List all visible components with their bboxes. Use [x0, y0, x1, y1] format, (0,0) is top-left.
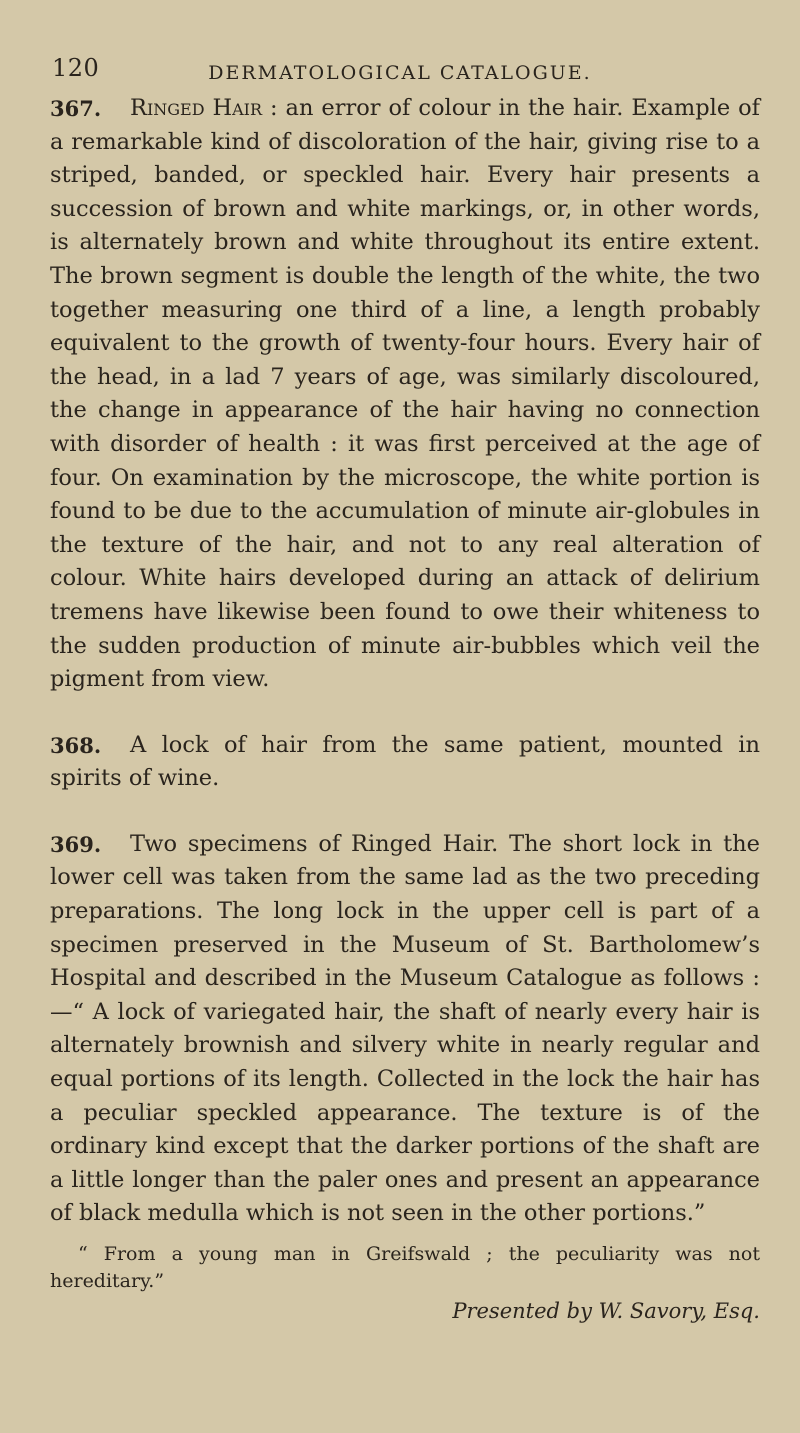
catalogue-entry-367 — [50, 92, 760, 697]
page-number: 120 — [52, 54, 100, 82]
catalogue-entry-368 — [50, 729, 760, 796]
running-head: DERMATOLOGICAL CATALOGUE. — [208, 62, 592, 84]
entry-attribution: Presented by W. Savory, Esq. — [452, 1299, 760, 1323]
entry-number: 368. — [50, 732, 102, 758]
entry-number: 369. — [50, 831, 102, 857]
entry-text — [50, 92, 760, 697]
entry-text — [50, 828, 760, 1231]
entry-footnote: “ From a young man in Greifswald ; the peculiarity was not hereditary.” — [50, 1243, 760, 1292]
entry-text — [50, 729, 760, 796]
catalogue-entry-369 — [50, 828, 760, 1323]
entry-list — [50, 92, 760, 1355]
entry-title: Ringed Hair — [130, 95, 263, 121]
entry-description: A lock of hair from the same patient, mounted in spirits of wine. — [50, 731, 760, 792]
entry-number: 367. — [50, 96, 102, 121]
entry-description: : an error of colour in the hair. Example of a remarkable kind of discoloration of the hair, giving rise to a striped, banded, or speckled hair. Every hair presents a succession of brown and white markings, or, in other words, is alternately brown and white throughout its entire extent. The brown segment is double the length of the white, the two together measuring one third of a line, a length probably equivalent to the growth of twenty-four hours. Every hair of the head, in a lad 7 years of age, was similarly discoloured, the change in appearance of the hair having no connection with disorder of health : it was first perceived at the age of four. On examination by the microscope, the white portion is found to be due to the accumulation of minute air-globules in the texture of the hair, and not to any real alteration of colour. White hairs developed during an attack of delirium tremens have likewise been found to owe their whiteness to the sudden production of minute air-bubbles which veil the pigment from view. — [50, 95, 761, 693]
entry-description: Two specimens of Ringed Hair. The short lock in the lower cell was taken from the same lad as the two preceding preparations. The long lock in the upper cell is part of a specimen preserved in the Museum of St. Bartholomew’s Hospital and described in the Museum Catalogue as follows :—“ A lock of variegated hair, the shaft of nearly every hair is alternately brownish and silvery white in nearly regular and equal portions of its length. Collected in the lock the hair has a peculiar speckled appearance. The texture is of the ordinary kind except that the darker portions of the shaft are a little longer than the paler ones and present an appearance of black medulla which is not seen in the other portions.” — [50, 830, 760, 1227]
